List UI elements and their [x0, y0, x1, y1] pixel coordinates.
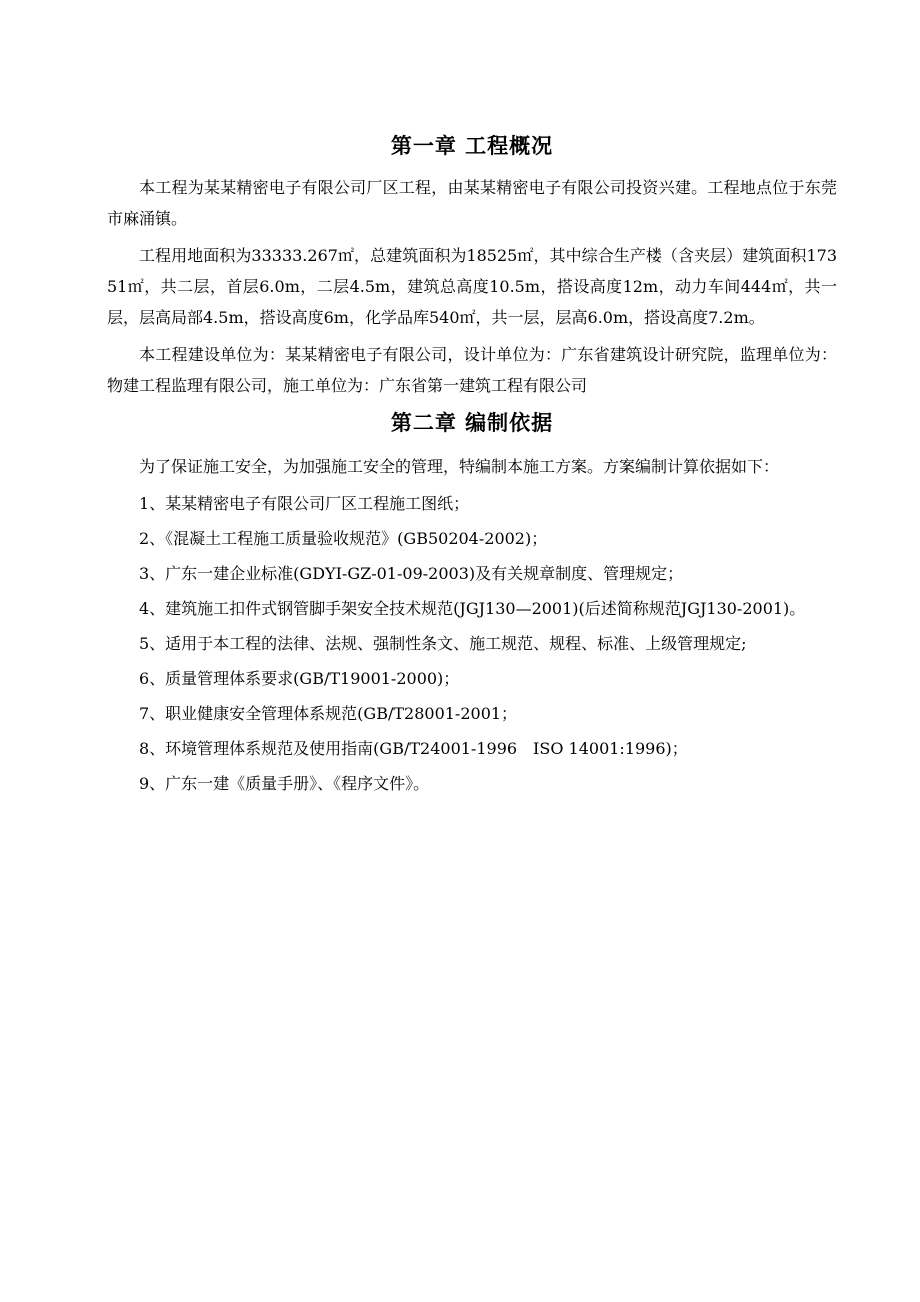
project-area-paragraph: 工程用地面积为33333.267㎡，总建筑面积为18525㎡，其中综合生产楼（含夹层）建筑面积17351㎡，共二层，首层6.0m，二层4.5m，建筑总高度10.5m，搭设高度12m，动力车间444㎡，共一层，层高局部4.5m，搭设高度6m，化学品库540㎡，共一层，层高6.0m，搭设高度7.2m。 — [107, 246, 837, 327]
basis-intro-paragraph: 为了保证施工安全，为加强施工安全的管理，特编制本施工方案。方案编制计算依据如下： — [139, 457, 780, 476]
document-page — [107, 130, 837, 803]
basis-list-item: 6、质量管理体系要求(GB/T19001-2000)； — [139, 669, 460, 688]
project-units-paragraph: 本工程建设单位为：某某精密电子有限公司，设计单位为：广东省建筑设计研究院，监理单位为：物建工程监理有限公司，施工单位为：广东省第一建筑工程有限公司 — [107, 345, 837, 395]
basis-list-item: 5、适用于本工程的法律、法规、强制性条文、施工规范、规程、标准、上级管理规定; — [139, 634, 747, 653]
project-location-paragraph: 本工程为某某精密电子有限公司厂区工程，由某某精密电子有限公司投资兴建。工程地点位于东莞市麻涌镇。 — [107, 178, 837, 228]
basis-list-item: 2、《混凝土工程施工质量验收规范》(GB50204-2002)； — [139, 529, 548, 548]
chapter-2-title: 第二章 编制依据 — [390, 411, 554, 435]
basis-list-item: 1、某某精密电子有限公司厂区工程施工图纸； — [139, 494, 470, 513]
basis-list-item: 4、建筑施工扣件式钢管脚手架安全技术规范(JGJ130—2001)(后述简称规范JGJ130-2001)。 — [139, 599, 806, 618]
basis-list-item: 7、职业健康安全管理体系规范(GB/T28001-2001； — [139, 704, 518, 723]
basis-list-item: 3、广东一建企业标准(GDYI-GZ-01-09-2003)及有关规章制度、管理规定； — [139, 564, 684, 583]
chapter-1-title: 第一章 工程概况 — [390, 134, 554, 158]
basis-list-item: 9、广东一建《质量手册》、《程序文件》。 — [139, 774, 430, 793]
basis-list-item: 8、环境管理体系规范及使用指南(GB/T24001-1996 ISO 14001:1996)； — [139, 739, 688, 758]
